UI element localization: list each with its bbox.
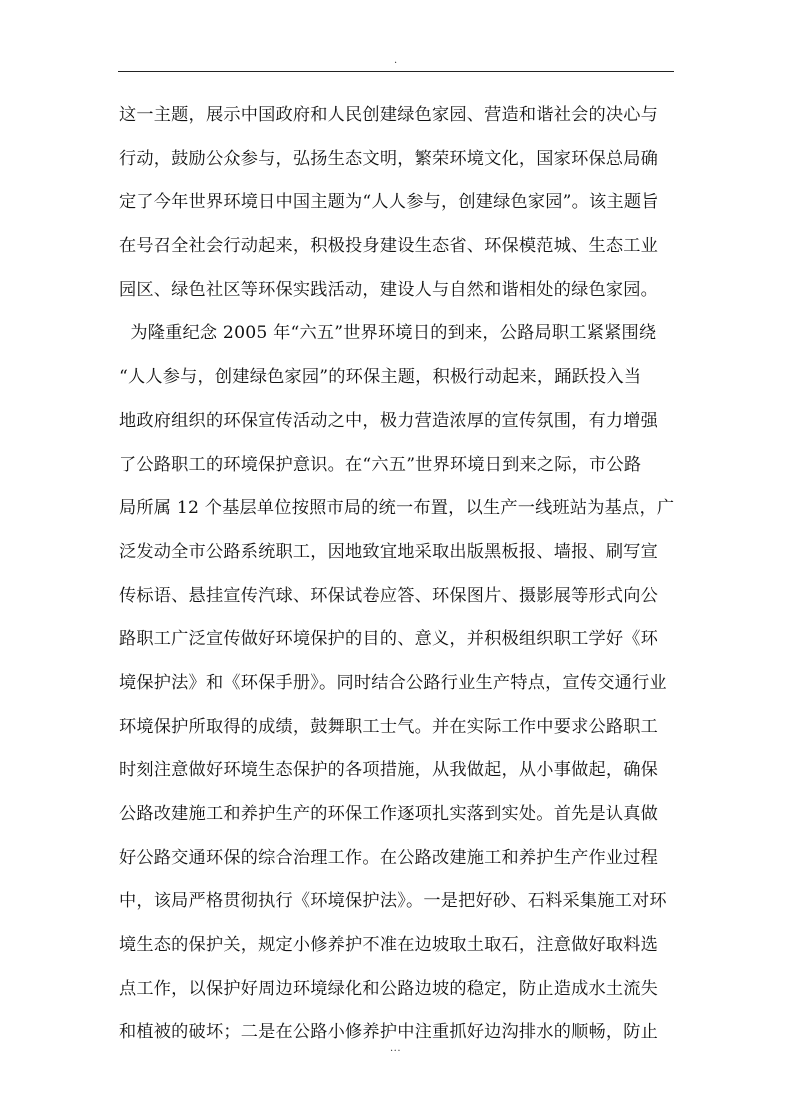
text-line: 地政府组织的环保宣传活动之中，极力营造浓厚的宣传氛围，有力增强 [119, 410, 659, 431]
text-line: 园区、绿色社区等环保实践活动，建设人与自然和谐相处的绿色家园。 [119, 279, 659, 300]
text-line: 公路改建施工和养护生产的环保工作逐项扎实落到实处。首先是认真做 [119, 804, 659, 824]
text-line: 和植被的破坏；二是在公路小修养护中注重抓好边沟排水的顺畅，防止 [119, 1022, 659, 1043]
text-line: 时刻注意做好环境生态保护的各项措施，从我做起，从小事做起，确保 [119, 760, 659, 781]
text-line: 局所属 12 个基层单位按照市局的统一布置，以生产一线班站为基点，广 [119, 498, 675, 519]
text-line: 了公路职工的环境保护意识。在“六五”世界环境日到来之际，市公路 [119, 454, 642, 475]
text-line: 好公路交通环保的综合治理工作。在公路改建施工和养护生产作业过程 [119, 847, 659, 868]
text-line: 定了今年世界环境日中国主题为“人人参与，创建绿色家园”。该主题旨 [119, 192, 659, 213]
header-mark: . [394, 55, 398, 66]
text-line: 在号召全社会行动起来，积极投身建设生态省、环保模范城、生态工业 [119, 236, 659, 257]
text-line: 行动，鼓励公众参与，弘扬生态文明，繁荣环境文化，国家环保总局确 [119, 148, 659, 169]
text-line: 泛发动全市公路系统职工，因地致宜地采取出版黑板报、墙报、刷写宣 [119, 541, 659, 562]
text-line: 为隆重纪念 2005 年“六五”世界环境日的到来，公路局职工紧紧围绕 [119, 323, 657, 344]
text-line: 境生态的保护关，规定小修养护不准在边坡取土取石，注意做好取料选 [119, 935, 659, 956]
text-line: “人人参与，创建绿色家园”的环保主题，积极行动起来，踊跃投入当 [119, 367, 642, 388]
header-rule [118, 71, 674, 72]
footer-mark: ... [390, 1043, 402, 1054]
text-line: 这一主题，展示中国政府和人民创建绿色家园、营造和谐社会的决心与 [119, 105, 659, 125]
text-line: 境保护法》和《环保手册》。同时结合公路行业生产特点，宣传交通行业 [119, 672, 667, 693]
text-line: 路职工广泛宣传做好环境保护的目的、意义，并积极组织职工学好《环 [119, 629, 659, 650]
text-line: 传标语、悬挂宣传汽球、环保试卷应答、环保图片、摄影展等形式向公 [119, 585, 659, 606]
text-line: 中，该局严格贯彻执行《环境保护法》。一是把好砂、石料采集施工对环 [119, 891, 667, 912]
text-line: 点工作，以保护好周边环境绿化和公路边坡的稳定，防止造成水土流失 [119, 978, 659, 999]
document-body [119, 94, 679, 1055]
text-line: 环境保护所取得的成绩，鼓舞职工士气。并在实际工作中要求公路职工 [119, 716, 659, 737]
